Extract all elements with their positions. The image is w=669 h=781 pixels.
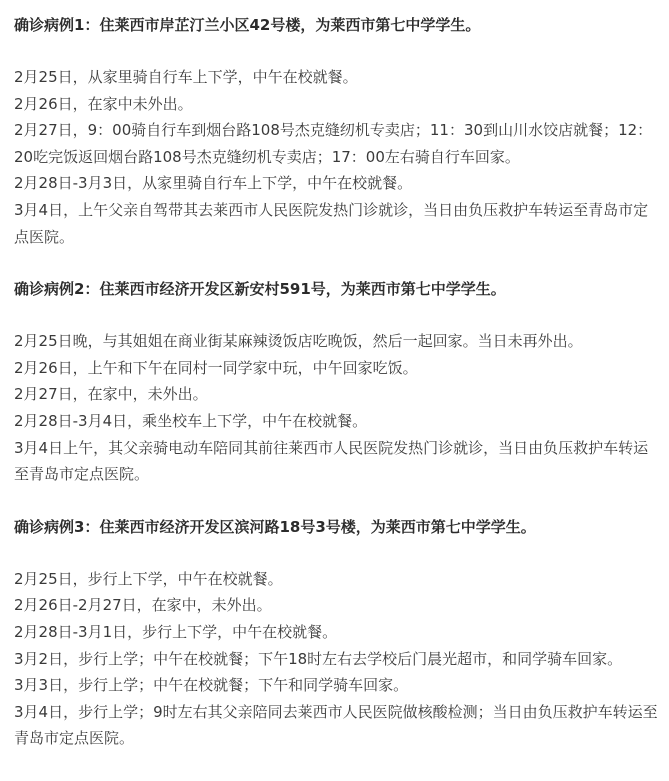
- itinerary-line: 2月27日，9：00骑自行车到烟台路108号杰克缝纫机专卖店；11：30到山川水饺店就餐；12：20吃完饭返回烟台路108号杰克缝纫机专卖店；17：00左右骑自行车回家。: [14, 121, 653, 166]
- itinerary-line: 2月26日，上午和下午在同村一同学家中玩，中午回家吃饭。: [14, 358, 418, 377]
- itinerary-line: 2月26日，在家中未外出。: [14, 94, 193, 113]
- case-title: 确诊病例3：住莱西市经济开发区滨河路18号3号楼，为莱西市第七中学学生。: [14, 517, 536, 536]
- itinerary-line: 3月4日，步行上学；9时左右其父亲陪同去莱西市人民医院做核酸检测；当日由负压救护车转运至青岛市定点医院。: [14, 702, 658, 748]
- itinerary-line: 2月28日-3月1日，步行上下学，中午在校就餐。: [14, 622, 338, 641]
- itinerary-line: 2月25日，步行上下学，中午在校就餐。: [14, 569, 283, 588]
- itinerary-line: 2月28日-3月4日，乘坐校车上下学，中午在校就餐。: [14, 411, 368, 430]
- itinerary-line: 3月2日，步行上学；中午在校就餐；下午18时左右去学校后门晨光超市，和同学骑车回家。: [14, 649, 623, 668]
- itinerary-line: 3月4日上午，其父亲骑电动车陪同其前往莱西市人民医院发热门诊就诊，当日由负压救护车转运至青岛市定点医院。: [14, 438, 649, 484]
- case-3: [14, 514, 659, 752]
- case-title: 确诊病例1：住莱西市岸芷汀兰小区42号楼，为莱西市第七中学学生。: [14, 16, 481, 34]
- case-2: [14, 276, 659, 488]
- itinerary-line: 2月26日-2月27日，在家中，未外出。: [14, 596, 272, 615]
- itinerary-line: 2月25日，从家里骑自行车上下学，中午在校就餐。: [14, 68, 358, 86]
- itinerary-line: 2月27日，在家中，未外出。: [14, 385, 208, 404]
- itinerary-line: 2月25日晚，与其姐姐在商业街某麻辣烫饭店吃晚饭，然后一起回家。当日未再外出。: [14, 332, 583, 351]
- case-1: [14, 12, 659, 250]
- itinerary-line: 2月28日-3月3日，从家里骑自行车上下学，中午在校就餐。: [14, 174, 413, 193]
- itinerary-line: 3月4日，上午父亲自驾带其去莱西市人民医院发热门诊就诊，当日由负压救护车转运至青岛市定点医院。: [14, 200, 649, 246]
- case-title: 确诊病例2：住莱西市经济开发区新安村591号，为莱西市第七中学学生。: [14, 280, 506, 299]
- itinerary-line: 3月3日，步行上学；中午在校就餐；下午和同学骑车回家。: [14, 676, 409, 695]
